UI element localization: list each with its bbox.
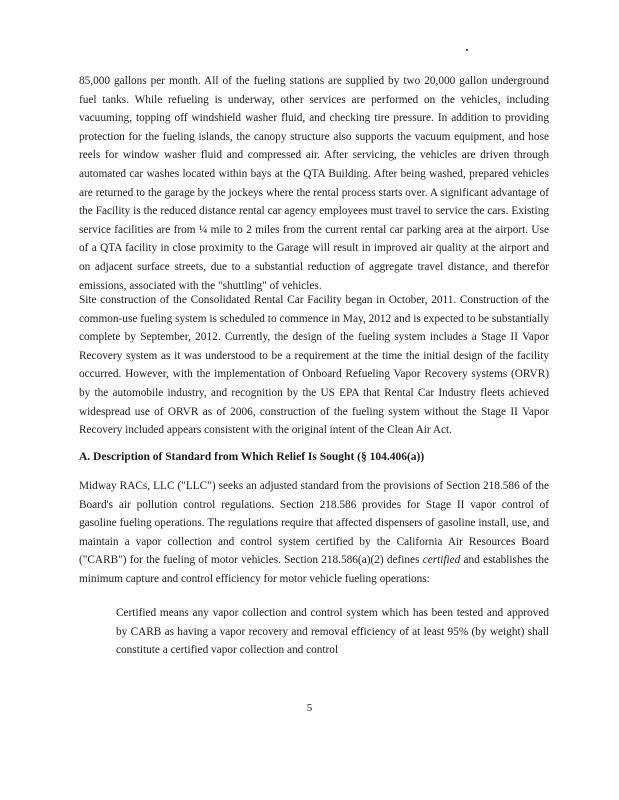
paragraph-fueling-operations: 85,000 gallons per month. All of the fueling stations are supplied by two 20,000 gallon underground fuel tanks. While refueling is underway, other services are performed on the vehicles, including vacuuming, topping off windshield washer fluid, and checking tire pressure. In addition to providing protection for the fueling islands, the canopy structure also supports the vacuum equipment, and hose reels for window washer fluid and compressed air. After servicing, the vehicles are driven through automated car washes located within bays at the QTA Building. After being washed, prepared vehicles are returned to the garage by the jockeys where the rental process starts over. A significant advantage of the Facility is the reduced distance rental car agency employees must travel to service the cars. Existing service facilities are from ¼ mile to 2 miles from the current rental car parking area at the airport. Use of a QTA facility in close proximity to the Garage will result in improved air quality at the airport and on adjacent surface streets, due to a substantial reduction of aggregate travel distance, and therefor emissions, associated with the "shuttling" of vehicles.: [79, 75, 549, 292]
page-number: 5: [306, 702, 313, 714]
section-heading-a: A. Description of Standard from Which Relief Is Sought (§ 104.406(a)): [79, 451, 425, 463]
block-quote-certified-definition: Certified means any vapor collection and control system which has been tested and approved by CARB as having a vapor recovery and removal efficiency of at least 95% (by weight) shall constitute a certified vapor collection and control: [116, 607, 549, 657]
paragraph-text-before: Midway RACs, LLC ("LLC") seeks an adjusted standard from the provisions of Section 218.586 of the Board's air pollution control regulations. Section 218.586 provides for Stage II vapor control of gasoline fueling operations. The regulations require that affected dispensers of gasoline install, use, and maintain a vapor collection and control system certified by the California Air Resources Board ("CARB") for the fueling of motor vehicles. Section 218.586(a)(2) defines: [79, 480, 549, 567]
paragraph-text-after: and establishes the minimum capture and control efficiency for motor vehicle fueling operations:: [79, 554, 550, 585]
scan-speck: [466, 49, 468, 51]
paragraph-site-construction: Site construction of the Consolidated Rental Car Facility began in October, 2011. Construction of the common-use fueling system is scheduled to commence in May, 2012 and is expected to be substantially complete by September, 2012. Currently, the design of the fueling system includes a Stage II Vapor Recovery system as it was understood to be a requirement at the time the initial design of the facility occurred. However, with the implementation of Onboard Refueling Vapor Recovery systems (ORVR) by the automobile industry, and recognition by the US EPA that Rental Car Industry fleets achieved widespread use of ORVR as of 2006, construction of the fueling system without the Stage II Vapor Recovery included appears consistent with the original intent of the Clean Air Act.: [79, 294, 549, 437]
term-certified: certified: [422, 554, 461, 567]
paragraph-midway-racs: [79, 477, 549, 589]
